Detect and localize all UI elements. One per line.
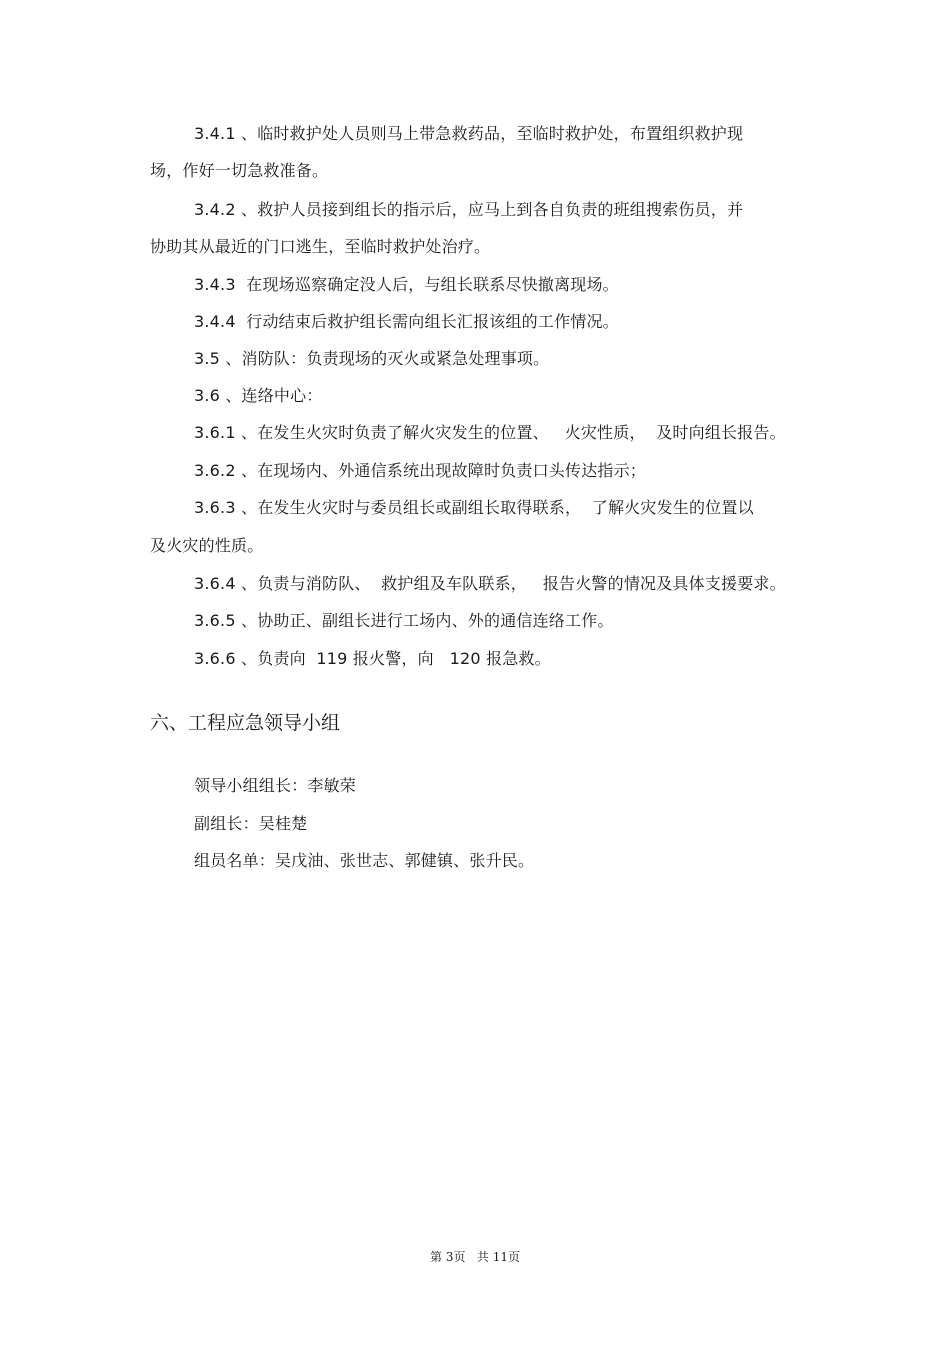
- paragraph-3-6-3-line-2: 及火灾的性质。: [150, 536, 264, 555]
- paragraph-3-4-4: 3.4.4 行动结束后救护组长需向组长汇报该组的工作情况。: [194, 312, 619, 331]
- paragraph-3-4-1-line-1: 3.4.1 、临时救护处人员则马上带急救药品，至临时救护处，布置组织救护现: [194, 124, 744, 143]
- paragraph-3-4-2-line-1: 3.4.2 、救护人员接到组长的指示后，应马上到各自负责的班组搜索伤员，并: [194, 200, 744, 219]
- paragraph-3-6-6: 3.6.6 、负责向 119 报火警，向 120 报急救。: [194, 649, 551, 668]
- paragraph-3-4-1-line-2: 场，作好一切急救准备。: [150, 161, 329, 180]
- paragraph-3-6-3-line-1: 3.6.3 、在发生火灾时与委员组长或副组长取得联系， 了解火灾发生的位置以: [194, 498, 754, 517]
- paragraph-3-6-4: 3.6.4 、负责与消防队、 救护组及车队联系， 报告火警的情况及具体支援要求。: [194, 574, 786, 593]
- paragraph-3-5: 3.5 、消防队：负责现场的灭火或紧急处理事项。: [194, 349, 550, 368]
- deputy-leader-line: 副组长：吴桂楚: [194, 814, 308, 833]
- paragraph-3-4-2-line-2: 协助其从最近的门口逃生，至临时救护处治疗。: [150, 237, 491, 256]
- paragraph-3-6-5: 3.6.5 、协助正、副组长进行工场内、外的通信连络工作。: [194, 611, 614, 630]
- paragraph-3-6-2: 3.6.2 、在现场内、外通信系统出现故障时负责口头传达指示；: [194, 461, 646, 480]
- paragraph-3-6-1: 3.6.1 、在发生火灾时负责了解火灾发生的位置、 火灾性质， 及时向组长报告。: [194, 423, 786, 442]
- paragraph-3-6: 3.6 、连络中心：: [194, 386, 323, 405]
- members-line: 组员名单：吴戊油、张世志、郭健镇、张升民。: [194, 851, 535, 870]
- page-number-footer: 第 3页 共 11页: [430, 1250, 520, 1264]
- paragraph-3-4-3: 3.4.3 在现场巡察确定没人后，与组长联系尽快撤离现场。: [194, 275, 619, 294]
- section-heading: 六、工程应急领导小组: [150, 712, 341, 734]
- leader-line: 领导小组组长：李敏荣: [194, 776, 357, 795]
